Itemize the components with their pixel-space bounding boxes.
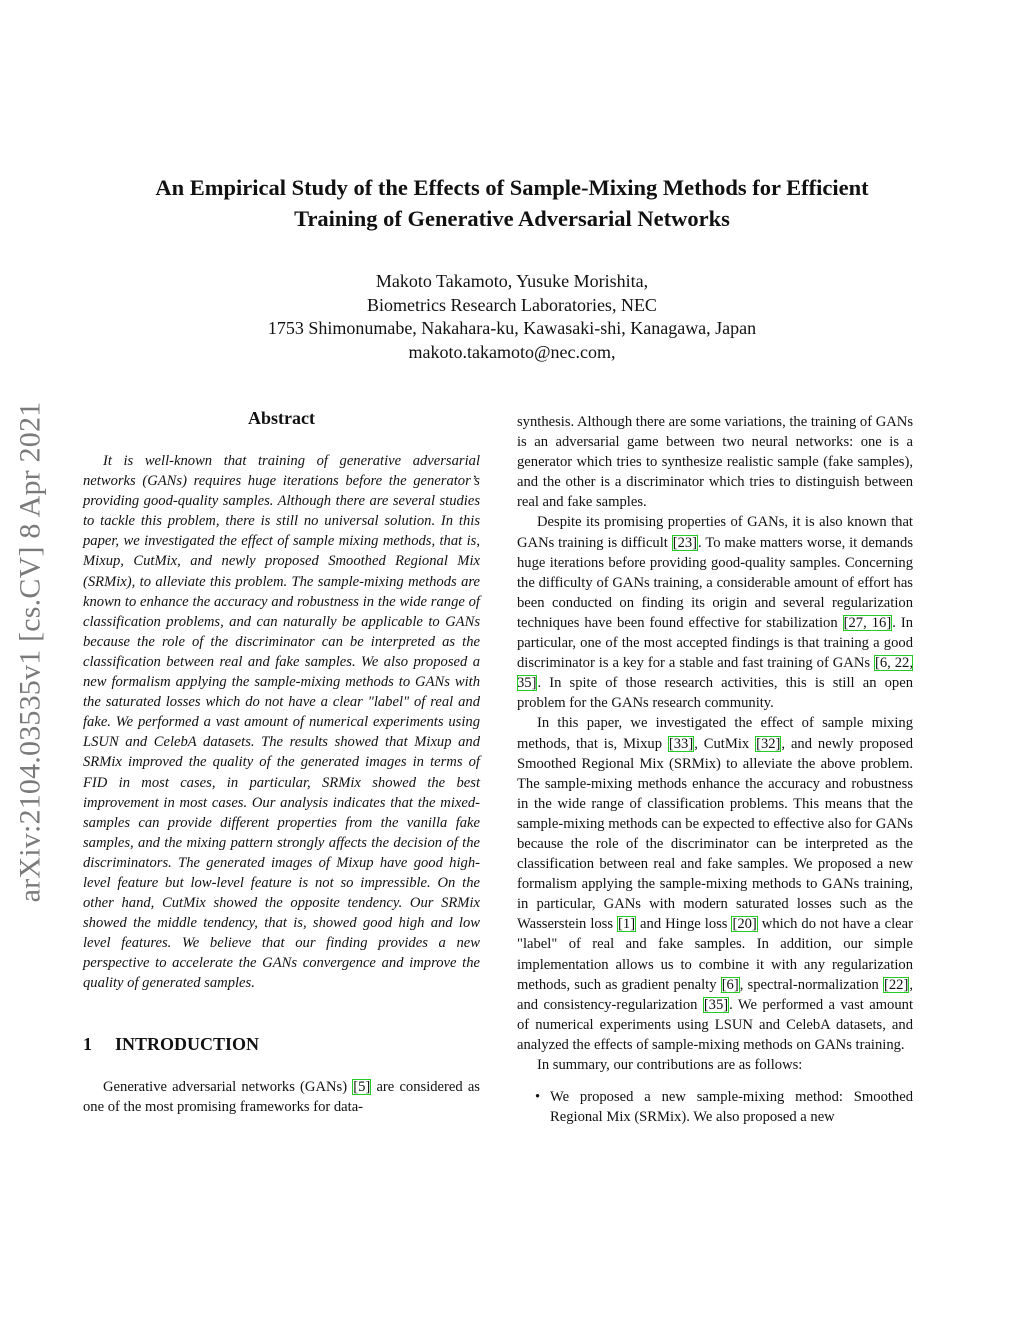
bullet-icon: • [535, 1089, 541, 1106]
list-item-text: We proposed a new sample-mixing method: Smoothed Regional Mix (SRMix). We also proposed a new [550, 1089, 913, 1126]
text-run: . We performed a vast amount of numerical experiments using LSUN and CelebA datasets, and analyzed the effects of sample-mixing methods on GANs training. [517, 996, 914, 1053]
citation-link[interactable]: [5] [353, 1078, 371, 1095]
text-run: . To make matters worse, it demands huge iterations before providing good-quality samples. Concerning the difficulty of GANs training, a considerable amount of effort has been conducted on finding its origin and several regularization techniques have been found effective for stabilization [517, 534, 913, 631]
list-item [517, 1087, 913, 1127]
text-run: . In particular, one of the most accepted findings is that training a good discriminator is a key for a stable and fast training of GANs [517, 614, 913, 672]
text-run: and Hinge loss [636, 916, 732, 933]
contributions-list [517, 1087, 913, 1127]
citation-link[interactable]: [20] [732, 916, 757, 933]
citation-link[interactable]: [33] [668, 735, 694, 752]
text-run: , and newly proposed Smoothed Regional Mix (SRMix) to alleviate the above problem. The sample-mixing methods enhance the accuracy and robustness in the wide range of classification problems. This means that the sample-mixing methods can be expected to effective also for GANs because the role of the discriminator can be interpreted as the classification between real and fake samples. We proposed a new formalism applying the sample-mixing methods to GANs training, in particular, GANs with modern saturated losses such as the Wasserstein loss [517, 735, 913, 933]
text-run: In this paper, we investigated the effect of sample mixing methods, that is, Mixup [517, 715, 913, 752]
text-run: . In spite of those research activities, this is still an open problem for the GANs research community. [517, 675, 913, 712]
title-line-2: Training of Generative Adversarial Networks [294, 206, 730, 231]
text-run: , spectral-normalization [739, 976, 884, 993]
title-line-1: An Empirical Study of the Effects of Sample-Mixing Methods for Efficient [155, 175, 869, 200]
arxiv-stamp [0, 362, 60, 942]
intro-paragraph-2 [517, 512, 913, 713]
section-number: 1 [83, 1033, 92, 1054]
author-affiliation: Biometrics Research Laboratories, NEC [367, 294, 657, 315]
paper-title [80, 172, 944, 234]
author-address: 1753 Shimonumabe, Nakahara-ku, Kawasaki-shi, Kanagawa, Japan [267, 318, 757, 338]
text-run: , and consistency-regularization [517, 976, 913, 1013]
section-title: INTRODUCTION [115, 1033, 260, 1054]
text-run: are considered as one of the most promising frameworks for data- [83, 1078, 480, 1115]
intro-paragraph-4: In summary, our contributions are as follows: [537, 1057, 803, 1073]
citation-link[interactable]: [6, 22, 35] [517, 655, 913, 692]
arxiv-stamp-text: arXiv:2104.03535v1 [cs.CV] 8 Apr 2021 [13, 401, 46, 903]
right-column [517, 412, 913, 1127]
intro-paragraph-3 [517, 713, 913, 1055]
abstract-heading: Abstract [248, 408, 315, 428]
intro-paragraph-continued: synthesis. Although there are some variations, the training of GANs is an adversarial game between two neural networks: one is a generator which tries to synthesize realistic sample (fake samples), and the other is a discriminator which tries to distinguish between real and fake samples. [517, 414, 913, 511]
author-email: makoto.takamoto@nec.com, [408, 341, 616, 362]
citation-link[interactable]: [23] [672, 534, 698, 551]
citation-link[interactable]: [22] [884, 976, 909, 993]
left-column [83, 408, 480, 1117]
section-heading-introduction [83, 1034, 480, 1055]
author-block [80, 270, 944, 364]
text-run: which do not have a clear "label" of real and fake samples. In addition, our simple implementation allows us to combine it with any regularization methods, such as gradient penalty [517, 916, 913, 993]
citation-link[interactable]: [1] [618, 916, 636, 933]
text-run: Despite its promising properties of GANs, it is also known that GANs training is difficult [517, 514, 913, 551]
text-run: , CutMix [694, 735, 756, 752]
citation-link[interactable]: [27, 16] [843, 614, 892, 631]
citation-link[interactable]: [6] [721, 976, 739, 993]
text-run: Generative adversarial networks (GANs) [103, 1078, 353, 1095]
citation-link[interactable]: [32] [756, 735, 781, 752]
citation-link[interactable]: [35] [703, 996, 729, 1013]
author-names: Makoto Takamoto, Yusuke Morishita, [375, 271, 649, 291]
abstract-text: It is well-known that training of generative adversarial networks (GANs) requires huge iterations before the generator’s providing good-quality samples. Although there are several studies to tackle this problem, there is still no universal solution. In this paper, we investigated the effect of sample mixing methods, that is, Mixup, CutMix, and newly proposed Smoothed Regional Mix (SRMix), to alleviate this problem. The sample-mixing methods are known to enhance the accuracy and robustness in the wide range of classification problems, and can naturally be applicable to GANs because the role of the discriminator can be interpreted as the classification between real and fake samples. We also proposed a new formalism applying the sample-mixing methods to GANs with the saturated losses which do not have a clear "label" of real and fake. We performed a vast amount of numerical experiments using LSUN and CelebA datasets. The results showed that Mixup and SRMix improved the quality of the generated images in terms of FID in most cases, in particular, SRMix showed the best improvement in most cases. Our analysis indicates that the mixed-samples can provide different properties from the vanilla fake samples, and the mixing pattern strongly affects the decision of the discriminators. The generated images of Mixup have good high-level feature but low-level feature is not so impressible. On the other hand, CutMix showed the opposite tendency. Our SRMix showed the middle tendency, that is, showed good high and low level features. We believe that our finding provides a new perspective to accelerate the GANs convergence and improve the quality of generated samples. [83, 453, 480, 992]
intro-paragraph-1 [83, 1077, 480, 1117]
